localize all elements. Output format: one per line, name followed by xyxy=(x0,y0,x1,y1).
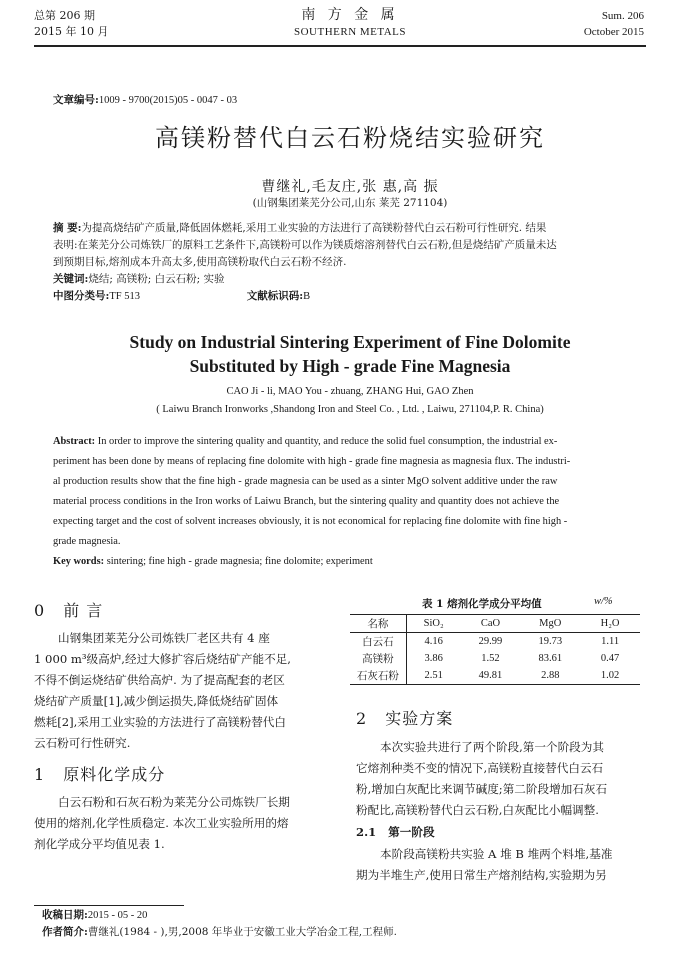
journal-name-cn: 南 方 金 属 xyxy=(301,7,399,23)
journal-issue-cn xyxy=(34,8,108,40)
table-1-unit: w/% xyxy=(594,596,613,607)
authors-cn: 曹继礼,毛友庄,张 惠,高 振 xyxy=(261,179,439,195)
section-1-body: 白云石粉和石灰石粉为莱芜分公司炼铁厂长期 使用的熔剂,化学性质稳定. 本次工业实验所用的熔 剂化学成分平均值见表 1. xyxy=(34,795,290,851)
affiliation-en: ( Laiwu Branch Ironworks ,Shandong Iron and Steel Co. , Ltd. , Laiwu, 271104,P. R. China) xyxy=(156,404,544,415)
section-2-heading: 2 实验方案 xyxy=(356,709,454,728)
journal-name xyxy=(250,6,450,40)
table-row: 高镁粉 3.86 1.52 83.61 0.47 xyxy=(350,650,640,667)
keywords-en-label: Key words: xyxy=(53,556,105,567)
keywords-cn: 烧结; 高镁粉; 白云石粉; 实验 xyxy=(88,273,225,285)
issue-number: 总第 206 期 xyxy=(34,9,95,22)
author-bio: 曹继礼(1984 - ),男,2008 年毕业于安徽工业大学冶金工程,工程师. xyxy=(87,926,397,938)
keywords-cn-label: 关键词: xyxy=(53,273,89,285)
table-1-caption-row xyxy=(350,596,650,614)
journal-issue-en xyxy=(584,8,644,40)
table-row: 白云石 4.16 29.99 19.73 1.11 xyxy=(350,633,640,651)
received-date: 2015 - 05 - 20 xyxy=(87,910,148,921)
article-number: 文章编号:1009 - 9700(2015)05 - 0047 - 03 xyxy=(53,94,238,106)
class-number: TF 513 xyxy=(109,291,141,302)
abstract-cn-label: 摘 要: xyxy=(53,222,82,234)
footnote-rule xyxy=(34,905,184,906)
table-1-caption: 表 1 熔剂化学成分平均值 xyxy=(422,598,542,610)
issue-date: 2015 年 10 月 xyxy=(34,25,109,38)
section-2-body: 本次实验共进行了两个阶段,第一个阶段为其 它熔剂种类不变的情况下,高镁粉直接替代白云石 粉,增加白灰配比来调节碱度;第二阶段增加石灰石 粉配比,高镁粉替代白云石粉,白灰配比小幅调整. xyxy=(356,740,608,817)
issue-sum: Sum. 206 xyxy=(601,10,644,22)
section-1-heading: 1 原料化学成分 xyxy=(34,765,166,784)
title-cn: 高镁粉替代白云石粉烧结实验研究 xyxy=(155,124,545,152)
section-0-heading: 0 前 言 xyxy=(34,601,104,620)
header-rule xyxy=(34,45,646,47)
section-2-1-body: 本阶段高镁粉共实验 A 堆 B 堆两个料堆,基准 期为半堆生产,使用日常生产熔剂结构,实验期为另 xyxy=(356,847,613,882)
title-en: Study on Industrial Sintering Experiment of Fine Dolomite Substituted by High - grade Fine Magnesia xyxy=(129,332,571,376)
abstract-en: Abstract: In order to improve the sintering quality and quantity, and reduce the solid fuel consumption, the industrial ex- periment has been done by means of replacing fine dolomite with high - grade fine magnesia as magnesia flux. The industri- al production results show that the fine high - grade magnesia can be used as a sinter MgO solvent additive under the raw material process conditions in the Iron works of Laiwu Branch, but the sintering quality and quantity does not achieve the expecting target and the cost of solvent increases obviously, it is not economical for replacing fine dolomite with fine high - grade magnesia. Key words: sintering; fine high - grade magnesia; fine dolomite; experiment xyxy=(53,436,571,567)
table-1 xyxy=(350,596,650,685)
affiliation-cn: (山钢集团莱芜分公司,山东 莱芜 271104) xyxy=(252,197,448,209)
keywords-en: sintering; fine high - grade magnesia; fine dolomite; experiment xyxy=(106,556,373,567)
table-row: 石灰石粉 2.51 49.81 2.88 1.02 xyxy=(350,667,640,685)
section-2-1-heading: 2.1 第一阶段 xyxy=(356,825,435,839)
journal-name-en: SOUTHERN METALS xyxy=(293,26,407,38)
section-0-body: 山钢集团莱芜分公司炼铁厂老区共有 4 座 1 000 m³级高炉,经过大修扩容后烧结矿产能不足, 不得不倒运烧结矿供给高炉. 为了提高配套的老区 烧结矿产质量[1],减少倒运损失,降低烧结矿固体 燃耗[2],采用工业实验的方法进行了高镁粉替代白 云石粉可行性研究. xyxy=(34,631,291,750)
abstract-en-label: Abstract: xyxy=(53,436,96,447)
footnote: 收稿日期:2015 - 05 - 20 作者简介:曹继礼(1984 - ),男,2008 年毕业于安徽工业大学冶金工程,工程师. xyxy=(42,909,397,938)
table-1-grid xyxy=(350,614,640,685)
abstract-cn: 摘 要:为提高烧结矿产质量,降低固体燃耗,采用工业实验的方法进行了高镁粉替代白云石粉可行性研究. 结果 表明:在莱芜分公司炼铁厂的原料工艺条件下,高镁粉可以作为镁质熔溶剂替代白云石粉,但是烧结矿产质量未达 到预期目标,熔剂成本升高太多,使用高镁粉取代白云石粉不经济. 关键词:烧结; 高镁粉; 白云石粉; 实验 中图分类号:TF 513 文献标识码:B xyxy=(53,222,557,302)
table-header-row: 名称 SiO₂ CaO MgO H₂O xyxy=(350,615,640,633)
issue-month: October 2015 xyxy=(583,26,644,38)
authors-en: CAO Ji - li, MAO You - zhuang, ZHANG Hui, GAO Zhen xyxy=(226,386,474,397)
document-code: B xyxy=(303,291,311,302)
